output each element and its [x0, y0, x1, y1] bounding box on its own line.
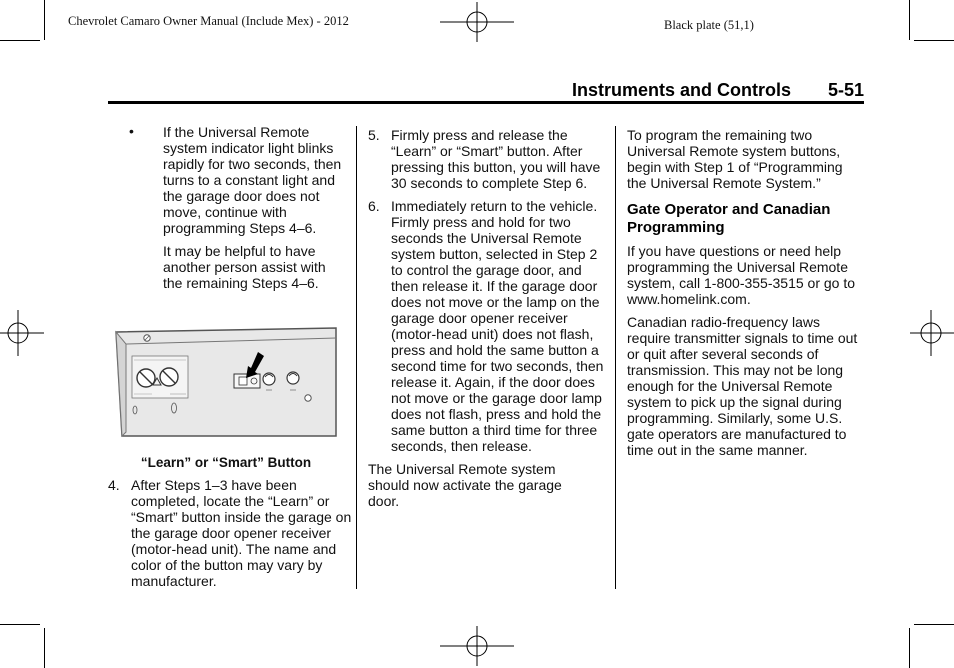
canadian-paragraph: Canadian radio-frequency laws require transmitter signals to time out or quit after several seconds of transmission. This may not be long enough for the Universal Remote system to pick up the signal during programming. Similarly, some U.S. gate operators are manufactured to time out in the same manner. — [627, 314, 858, 458]
step-5-text: Firmly press and release the “Learn” or “Smart” button. After pressing this button, you will have 30 seconds to complete Step 6. — [391, 127, 601, 191]
plate-label: Black plate (51,1) — [664, 18, 754, 32]
crop-mark — [909, 628, 910, 668]
bullet-note: It may be helpful to have another person assist with the remaining Steps 4–6. — [163, 243, 326, 291]
crop-mark — [44, 628, 45, 668]
step-6 — [368, 198, 604, 454]
manual-title: Chevrolet Camaro Owner Manual (Include Mex) - 2012 — [68, 14, 349, 28]
crop-mark — [0, 40, 40, 41]
registration-mark-icon — [910, 310, 954, 356]
column-3 — [627, 127, 859, 458]
step-number: 4. — [108, 477, 120, 493]
garage-opener-illustration — [112, 322, 340, 440]
page-number: 5-51 — [828, 80, 865, 100]
bullet-dot: • — [129, 123, 134, 139]
column-divider — [615, 126, 616, 589]
figure-caption: “Learn” or “Smart” Button — [140, 455, 312, 470]
step-number: 6. — [368, 198, 380, 214]
help-paragraph: If you have questions or need help programming the Universal Remote system, call 1-800-355-3515 or go to www.homelink.com. — [627, 243, 856, 307]
section-title: Instruments and Controls — [572, 80, 792, 100]
step-4 — [108, 477, 366, 589]
crop-mark — [44, 0, 45, 40]
step-6-text: Immediately return to the vehicle. Firmly press and hold for two seconds the Universal Remote system button, selected in Step 2 to control the garage door, and then release it. If the garage door does not move or the lamp on the garage door opener receiver (motor-head unit) does not flash, press and hold the same button a second time for two seconds, then release it. Again, if the door does not move or the garage door lamp does not flash, press and hold the same button a third time for three seconds, then release. — [391, 198, 604, 454]
subheading: Gate Operator and Canadian Programming — [627, 201, 831, 236]
registration-mark-icon — [440, 626, 514, 666]
header-rule — [108, 101, 864, 104]
registration-mark-icon — [440, 2, 514, 42]
column-2 — [368, 127, 604, 509]
bullet-item — [0, 124, 346, 291]
closing-paragraph: The Universal Remote system should now activate the garage door. — [368, 461, 562, 509]
step-number: 5. — [368, 127, 380, 143]
crop-mark — [909, 0, 910, 40]
crop-mark — [914, 40, 954, 41]
bullet-text: If the Universal Remote system indicator light blinks rapidly for two seconds, then turns to a constant light and the garage door does not move, continue with programming Steps 4–6. — [163, 124, 342, 236]
step-4-text: After Steps 1–3 have been completed, locate the “Learn” or “Smart” button inside the garage on the garage door opener receiver (motor-head unit). The name and color of the button may vary by manufacturer. — [131, 477, 352, 589]
intro-paragraph: To program the remaining two Universal Remote system buttons, begin with Step 1 of “Programming the Universal Remote System.” — [627, 127, 843, 191]
step-5 — [368, 127, 604, 191]
registration-mark-icon — [0, 310, 44, 356]
column-1 — [129, 124, 346, 291]
crop-mark — [914, 624, 954, 625]
crop-mark — [0, 624, 40, 625]
